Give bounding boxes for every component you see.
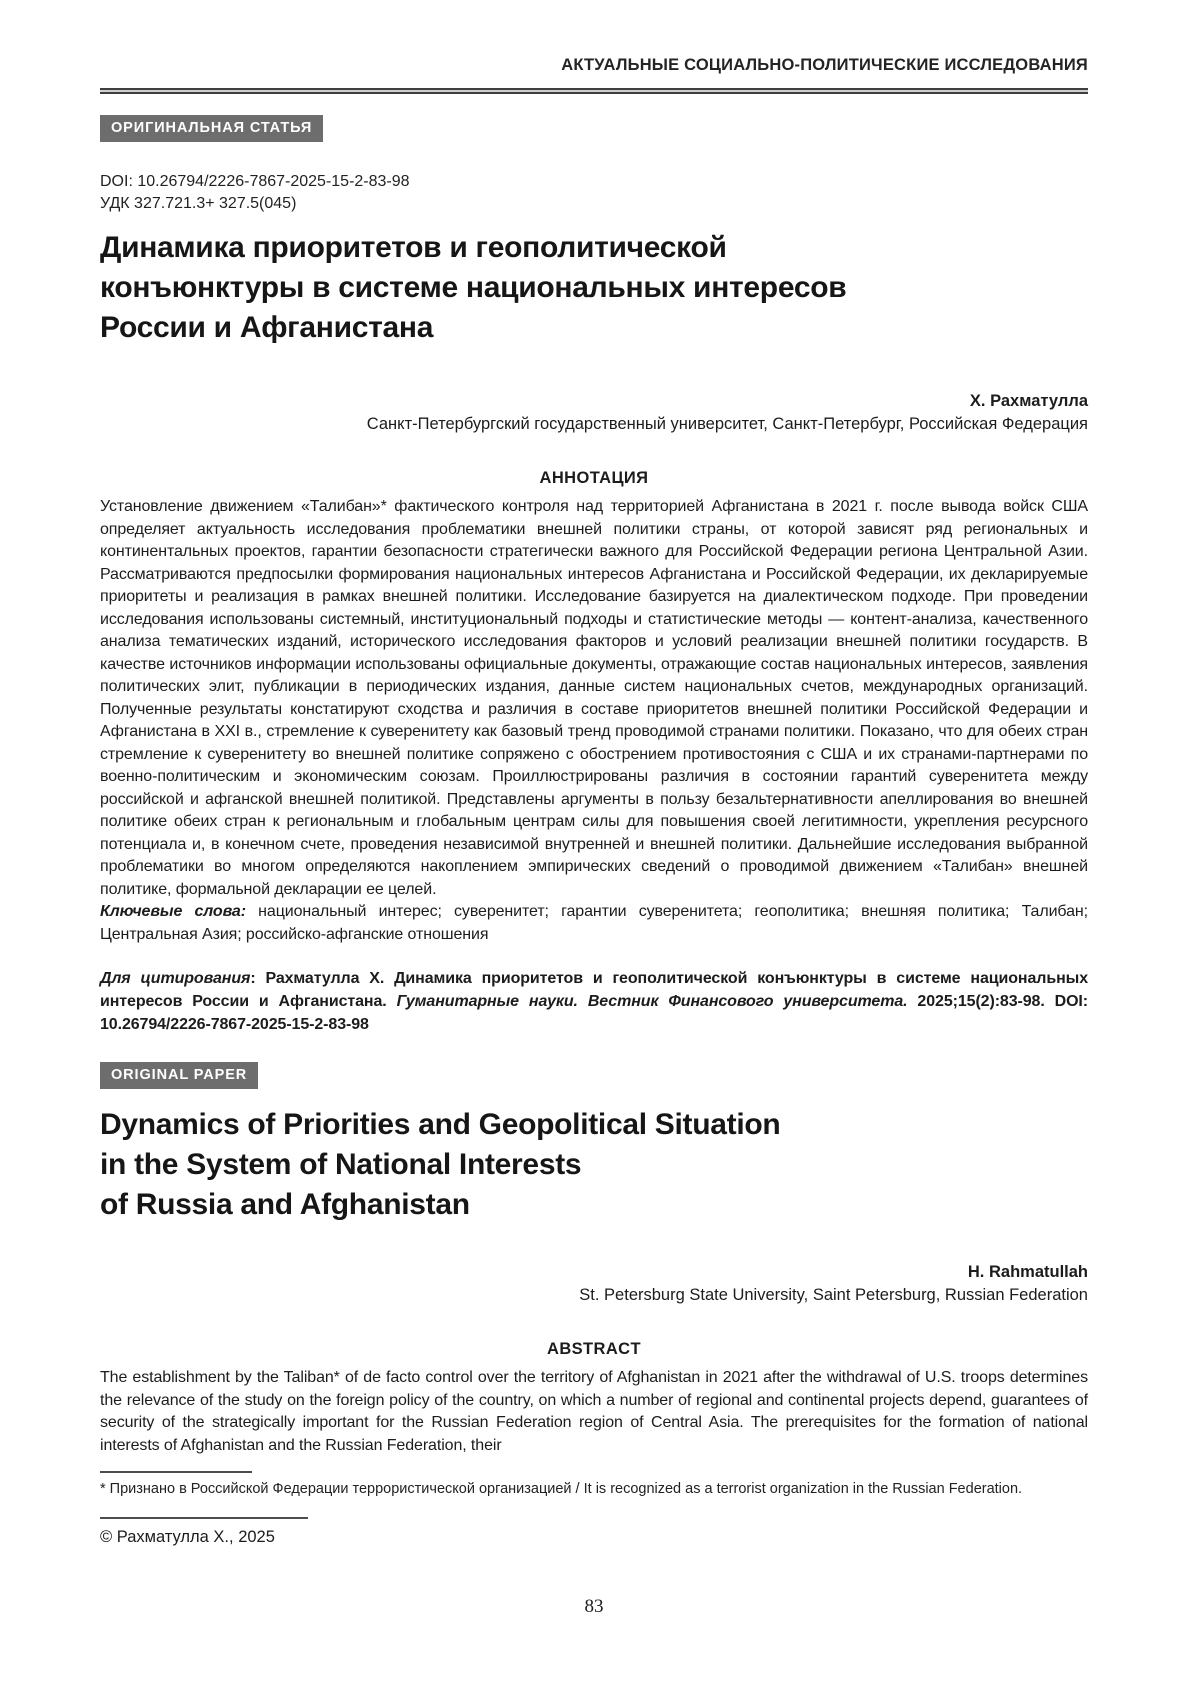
footnote-rule — [100, 1471, 252, 1473]
author-name-ru: Х. Рахматулла — [969, 392, 1088, 410]
keywords-paragraph — [100, 901, 1088, 946]
affiliation-ru: Санкт-Петербургский государственный университет, Санкт-Петербург, Российская Федерация — [366, 415, 1088, 433]
article-meta — [100, 171, 1088, 215]
page-number: 83 — [584, 1596, 604, 1617]
badge-row-ru — [100, 94, 1088, 142]
affiliation-en: St. Petersburg State University, Saint Petersburg, Russian Federation — [579, 1286, 1088, 1304]
citation-source: Гуманитарные науки. Вестник Финансового университета. — [396, 993, 918, 1010]
article-title-en — [100, 1105, 1088, 1225]
original-article-badge-ru: ОРИГИНАЛЬНАЯ СТАТЬЯ — [100, 115, 323, 142]
keywords-label: Ключевые слова: — [100, 903, 259, 920]
copyright-rule — [100, 1517, 308, 1519]
article-title-ru — [100, 228, 1088, 348]
abstract-heading-ru: АННОТАЦИЯ — [539, 469, 649, 487]
author-name-en: H. Rahmatullah — [967, 1263, 1088, 1281]
abstract-text-en: The establishment by the Taliban* of de facto control over the territory of Afghanistan in 2021 after the withdrawal of U.S. troops determines the relevance of the study on the foreign policy of the country, on which a number of regional and continental projects depend, guarantees of security of the strategically important for the Russian Federation region of Central Asia. The prerequisites for the formation of national interests of Afghanistan and the Russian Federation, their — [100, 1369, 1088, 1454]
byline-ru — [100, 390, 1088, 436]
citation-text: : Рахматулла Х. Динамика приоритетов и геополитической конъюнктуры в системе национальных интересов России и Афганистана. — [100, 970, 1088, 1010]
title-line: of Russia and Afghanistan — [100, 1188, 470, 1221]
abstract-heading-en: ABSTRACT — [547, 1340, 641, 1358]
citation-paragraph — [100, 967, 1088, 1036]
title-line: конъюнктуры в системе национальных интересов — [100, 271, 847, 304]
title-line: России и Афганистана — [100, 311, 434, 344]
original-paper-badge-en: ORIGINAL PAPER — [100, 1062, 258, 1089]
udk-line: УДК 327.721.3+ 327.5(045) — [100, 195, 297, 212]
copyright-text: © Рахматулла Х., 2025 — [100, 1528, 275, 1546]
abstract-text-ru: Установление движением «Талибан»* фактического контроля над территорией Афганистана в 2021 г. после вывода войск США определяет актуальность исследования проблематики внешней политики страны, от которой зависят ряд региональных и континентальных проектов, гарантии безопасности стратегически важного для Российской Федерации региона Центральной Азии. Рассматриваются предпосылки формирования национальных интересов Афганистана и Российской Федерации, их декларируемые приоритеты и реализация в рамках внешней политики. Исследование базируется на диалектическом подходе. При проведении исследования использованы системный, институциональный подходы и статистические методы — контент-анализа, качественного анализа тематических изданий, исторического исследования факторов и условий реализации внешней политики государств. В качестве источников информации использованы официальные документы, отражающие состав национальных интересов, заявления политических элит, публикации в периодических издания, данные систем национальных счетов, международных организаций. Полученные результаты констатируют сходства и различия в составе приоритетов внешней политики Российской Федерации и Афганистана в XXI в., стремление к суверенитету как базовый тренд проводимой странами политики. Показано, что для обеих стран стремление к суверенитету во внешней политике сопряжено с обострением противостояния с США и их странами-партнерами по военно-политическим и экономическим союзам. Проиллюстрированы различия в состоянии гарантий суверенитета между российской и афганской внешней политикой. Представлены аргументы в пользу безальтернативности апеллирования во внешней политике обеих стран к региональным и глобальным центрам силы для повышения своей легитимности, укрепления ресурсного потенциала и, в конечном счете, проведения независимой внутренней и внешней политики. Дальнейшие исследования выбранной проблематики во многом определяются накоплением эмпирических сведений о проводимой движением «Талибан» внешней политике, формальной декларации ее целей. — [100, 498, 1088, 898]
footnote-text: * Признано в Российской Федерации террористической организацией / It is recognized as a terrorist organization in the Russian Federation. — [100, 1481, 1023, 1497]
title-line: Dynamics of Priorities and Geopolitical Situation — [100, 1108, 781, 1141]
badge-row-en — [100, 1036, 1088, 1089]
title-line: in the System of National Interests — [100, 1148, 582, 1181]
doi-line: DOI: 10.26794/2226-7867-2025-15-2-83-98 — [100, 173, 410, 190]
keywords-text: национальный интерес; суверенитет; гарантии суверенитета; геополитика; внешняя политика; Талибан; Центральная Азия; российско-афганские отношения — [100, 903, 1088, 943]
citation-tail: 2025;15(2):83-98. DOI: 10.26794/2226-7867-2025-15-2-83-98 — [100, 993, 1089, 1033]
byline-en — [100, 1261, 1088, 1307]
title-line: Динамика приоритетов и геополитической — [100, 231, 727, 264]
running-head: АКТУАЛЬНЫЕ СОЦИАЛЬНО-ПОЛИТИЧЕСКИЕ ИССЛЕДОВАНИЯ — [561, 56, 1088, 74]
citation-label: Для цитирования — [100, 970, 251, 987]
